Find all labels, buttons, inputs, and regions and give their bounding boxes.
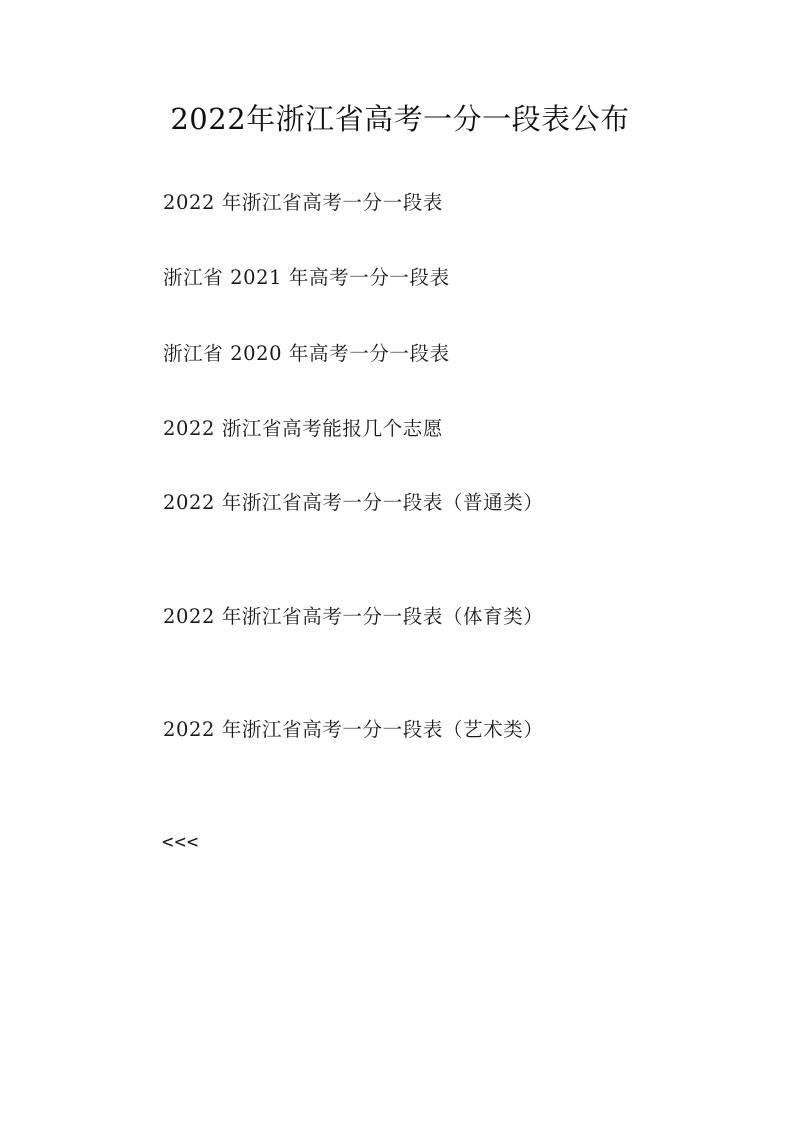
link-2022-score-table-arts[interactable]: 2022 年浙江省高考一分一段表（艺术类）: [163, 718, 544, 741]
link-2021-score-table[interactable]: 浙江省 2021 年高考一分一段表: [163, 266, 450, 289]
link-2020-score-table[interactable]: 浙江省 2020 年高考一分一段表: [163, 342, 450, 365]
page-title: 2022年浙江省高考一分一段表公布: [170, 102, 630, 136]
link-2022-score-table-sports[interactable]: 2022 年浙江省高考一分一段表（体育类）: [163, 605, 544, 628]
more-marker: <<<: [162, 831, 200, 853]
link-2022-score-table-general[interactable]: 2022 年浙江省高考一分一段表（普通类）: [163, 491, 544, 514]
link-2022-volunteer-count[interactable]: 2022 浙江省高考能报几个志愿: [163, 417, 443, 440]
link-2022-score-table[interactable]: 2022 年浙江省高考一分一段表: [163, 191, 443, 214]
